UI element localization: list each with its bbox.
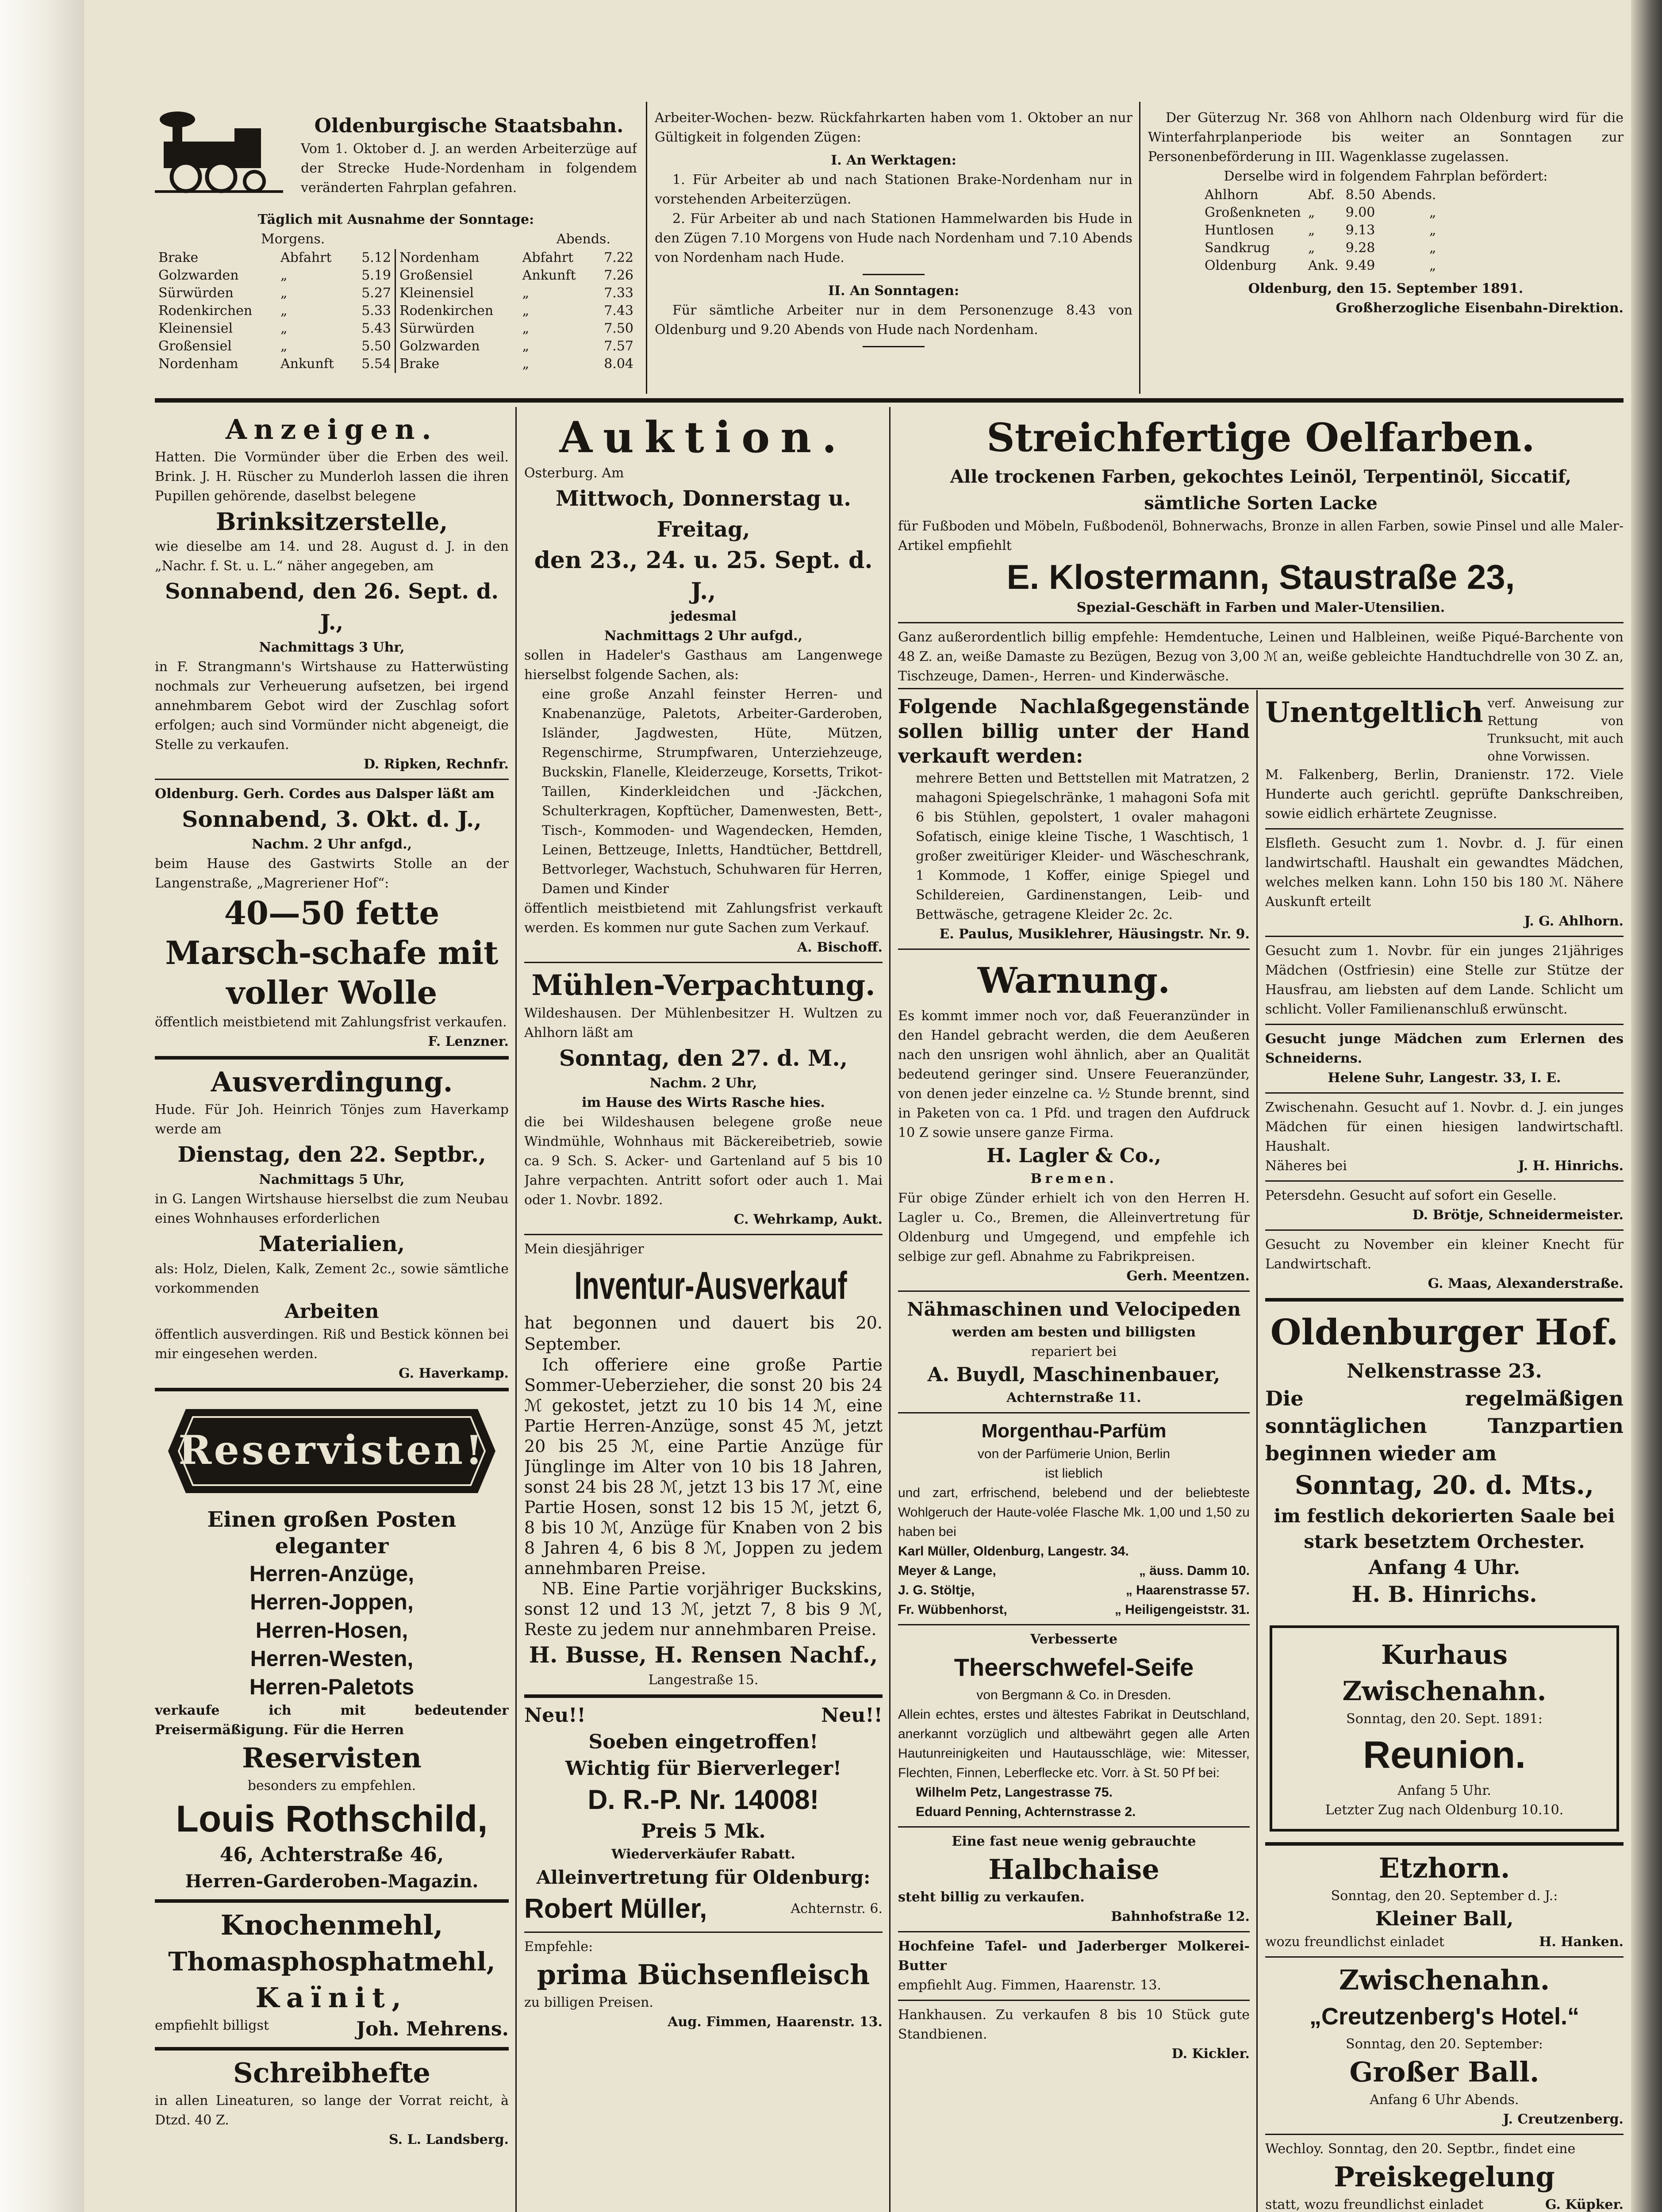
page-content: [155, 102, 1624, 2212]
lagler-text: Für obige Zünder erhielt ich von den Herren H. Lagler u. Co., Bremen, die Alleinvertretung für Oldenburg und Umgegend, und empfehle ich selbige zur gefl. Abnahme zu Fabrikpreisen.: [898, 1190, 1250, 1264]
timetable-row-cell: „: [280, 321, 288, 336]
warnung-title: Warnung.: [977, 960, 1171, 1001]
falkenberg: M. Falkenberg, Berlin, Dranienstr. 172. Viele Hunderte auch gerichtl. geprüfte Dankschreiben, sowie eidlich erhärtete Zeugnisse.: [1265, 767, 1624, 822]
naehmaschinen: Nähmaschinen und Velocipeden: [907, 1298, 1241, 1320]
rothschild-addr: 46, Achterstraße 46,: [219, 1843, 444, 1866]
timetable-row: [396, 338, 637, 355]
etzhorn-invite: wozu freundlichst einladet: [1265, 1934, 1444, 1950]
sonntage-text: Für sämtliche Arbeiter nur in dem Personenzuge 8.43 von Oldenburg und 9.20 Abends von Hude nach Nordenham.: [655, 303, 1132, 338]
ost-text2: sollen in Hadeler's Gasthaus am Langenwege hierselbst folgende Sachen, als:: [524, 648, 883, 683]
muehlen-place: im Hause des Wirts Rasche hies.: [582, 1095, 825, 1110]
busse-addr: Langestraße 15.: [648, 1672, 759, 1688]
meentzen: Gerh. Meentzen.: [1126, 1268, 1250, 1284]
parfum-dealer-text: „ Haarenstrasse 57.: [1125, 1583, 1250, 1598]
ausverd-text4: öffentlich ausverdingen. Riß und Bestick können bei mir eingesehen werden.: [155, 1327, 509, 1362]
theerseife: Theerschwefel-Seife: [954, 1653, 1194, 1681]
repariert: repariert bei: [1031, 1344, 1117, 1359]
petersdehn: Petersdehn. Gesucht auf sofort ein Geselle.: [1265, 1188, 1557, 1203]
page-edge-shadow: [1631, 0, 1662, 2212]
hank-text: Hankhausen. Zu verkaufen 8 bis 10 Stück gute Standbienen.: [898, 2007, 1250, 2042]
ausverd-time: Nachmittags 5 Uhr,: [259, 1172, 405, 1187]
hof-text: Die regelmäßigen sonntäglichen Tanzpartien beginnen wieder am: [1265, 1386, 1624, 1465]
garment-item: Herren-Anzüge,: [249, 1561, 415, 1586]
wechloy-text2: statt, wozu freundlichst einladet: [1265, 2197, 1484, 2212]
theer-dealers: [898, 1783, 1250, 1822]
etzhorn-date: Sonntag, den 20. September d. J.:: [1331, 1888, 1558, 1904]
parfum-sub: von der Parfümerie Union, Berlin: [977, 1447, 1171, 1461]
timetable-row-cell: „: [280, 285, 288, 301]
hof-text2: im festlich dekorierten Saale bei stark besetztem Orchester.: [1274, 1505, 1615, 1552]
morning-label: Morgens.: [261, 231, 325, 247]
timetable-row-cell: Abfahrt: [522, 250, 574, 265]
inventur-text: hat begonnen und dauert bis 20. September.: [524, 1313, 883, 1354]
timetable-row-cell: Sürwürden: [399, 321, 475, 336]
timetable-row: [396, 320, 637, 338]
timetable-row-cell: 5.12: [361, 250, 391, 265]
ahlhorn-row-cell: „: [1429, 205, 1436, 220]
theer-text: Allein echtes, erstes und ältestes Fabrikat in Deutschland, anerkannt vorzüglich und altbewährt gegen alle Arten Hautunreinigkeiten und Hautausschläge, wie: Mitesser, Flechten, Finnen, Leberflecke etc. Vorr. à St. 50 Pf bei:: [898, 1707, 1250, 1780]
brink-text2: in F. Strangmann's Wirtshause zu Hatterwüsting nochmals zur Verheuerung aufsetzen, bei irgend annehmbarem Gebot wird der Zuschlag sofort erfolgen; auch sind Vormünder nicht abgeneigt, die Stelle zu verkaufen.: [155, 659, 509, 753]
muehlen-title: Mühlen-Verpachtung.: [531, 969, 875, 1002]
parfum-sub2: ist lieblich: [1045, 1466, 1103, 1481]
garments-text: verkaufe ich mit bedeutender Preisermäßigung. Für die Herren: [155, 1703, 509, 1738]
oelfarben-sub1: Alle trockenen Farben, gekochtes Leinöl, Terpentinöl, Siccatif,: [950, 466, 1572, 487]
halb-pre: Eine fast neue wenig gebrauchte: [952, 1834, 1196, 1849]
timetable-row-cell: Rodenkirchen: [399, 303, 494, 319]
halb-addr: Bahnhofstraße 12.: [1111, 1909, 1250, 1924]
soeben: Soeben eingetroffen!: [588, 1731, 818, 1753]
timetable-row-cell: „: [522, 321, 530, 336]
theer-dealer: Eduard Penning, Achternstrasse 2.: [916, 1805, 1136, 1819]
buydl: A. Buydl, Maschinenbauer,: [927, 1363, 1221, 1386]
timetable-row-cell: Kleinensiel: [399, 285, 474, 301]
parfum-dealer-text: „ äuss. Damm 10.: [1139, 1563, 1250, 1578]
ahlhorn-row-cell: Oldenburg: [1205, 258, 1277, 273]
hoch-sign: empfiehlt Aug. Fimmen, Haarenstr. 13.: [898, 1978, 1162, 1993]
parfum-dealer-text: „ Heiligengeiststr. 31.: [1114, 1602, 1250, 1617]
cordes-time: Nachm. 2 Uhr anfgd.,: [251, 837, 412, 852]
fimmen: Aug. Fimmen, Haarenstr. 13.: [668, 2014, 883, 2030]
zwischenahn-2: Zwischenahn.: [1339, 1964, 1550, 1996]
binding-margin: [0, 0, 84, 2212]
garment-item: Herren-Hosen,: [255, 1618, 408, 1643]
neu-left: Neu!!: [524, 1704, 586, 1727]
thomasmehl: Thomasphosphatmehl,: [168, 1947, 495, 1977]
brink-date: Sonnabend, den 26. Sept. d. J.,: [165, 579, 499, 635]
anzeigen-heading: Anzeigen.: [225, 413, 438, 445]
garment-item: Herren-Paletots: [249, 1674, 415, 1699]
ausverd-text2: in G. Langen Wirtshause hierselbst die zum Neubau eines Wohnhauses erforderlichen: [155, 1191, 509, 1226]
parfum-title: Morgenthau-Parfüm: [981, 1420, 1167, 1442]
naeh-sub: werden am besten und billigsten: [952, 1325, 1196, 1340]
gesucht-1: Gesucht zum 1. Novbr. für ein junges 21jähriges Mädchen (Ostfriesin) eine Stelle zur Stütze der Hausfrau, am liebsten auf dem Lande. Schlicht um schlicht. Voller Familienanschluß erwünscht.: [1265, 943, 1624, 1017]
ahlhorn-row: [1201, 239, 1439, 257]
divider: [646, 102, 647, 394]
section-rule: [898, 688, 1624, 689]
warnung-text: Es kommt immer noch vor, daß Feueranzünder in den Handel gebracht werden, die dem Aeußeren nach den unsrigen wohl ähnlich, aber an Qualität bedeutend geringer sind. Unsere Feueranzünder, von denen jeder einzelne ca. ½ Stunde brennt, sind in Paketen von ca. 1 Pfd. und tragen den Aufdruck 10 Z sowie unsere ganze Firma.: [898, 1008, 1250, 1141]
ausverd-date: Dienstag, den 22. Septbr.,: [177, 1142, 486, 1167]
parfum-text: und zart, erfrischend, belebend und der beliebteste Wohlgeruch der Haute-volée Flasche Mk. 1,00 und 1,50 zu haben bei: [898, 1486, 1250, 1539]
cordes-date: Sonnabend, 3. Okt. d. J.,: [182, 806, 482, 832]
gesucht-2: Gesucht junge Mädchen zum Erlernen des Schneiderns.: [1265, 1031, 1624, 1066]
timetable-row-cell: Nordenham: [399, 250, 480, 265]
kurhaus-time: Anfang 5 Uhr.: [1397, 1783, 1491, 1798]
recommend: besonders zu empfehlen.: [247, 1778, 416, 1793]
timetable-row-cell: 8.04: [604, 356, 633, 372]
knochenmehl: Knochenmehl,: [220, 1909, 443, 1941]
ahlhorn-row-cell: „: [1308, 205, 1315, 220]
preis: Preis 5 Mk.: [641, 1820, 766, 1843]
timetable-row: [396, 355, 637, 373]
allein: Alleinvertretung für Oldenburg:: [536, 1866, 871, 1888]
creutzenberg-hotel: „Creutzenberg's Hotel.“: [1309, 2003, 1579, 2030]
timetable-row-cell: Rodenkirchen: [158, 303, 253, 319]
timetable-row-cell: Kleinensiel: [158, 321, 233, 336]
materialien: Materialien,: [258, 1232, 405, 1256]
hof-time: Anfang 4 Uhr.: [1368, 1556, 1520, 1579]
nachlass-text: mehrere Betten und Bettstellen mit Matratzen, 2 mahagoni Spiegelschränke, 1 mahagoni Sofa mit 6 bis Stühlen, gepolstert, 1 ovaler mahagoni Sofatisch, einige kleine Tische, 1 Waschtisch, 1 großer zweitüriger Kleider- und Wäscheschrank, 1 Kommode, 1 Koffer, einige Spiegel und Schildereien, Gardinenstangen, Leib- und Bettwäsche, getragene Kleider 2c. 2c.: [916, 771, 1250, 922]
nachlass-title: Folgende Nachlaßgegenstände sollen billig unter der Hand verkauft werden:: [898, 695, 1250, 768]
timetable-row: [155, 338, 395, 355]
mehrens: Joh. Mehrens.: [356, 2018, 509, 2040]
timetable-row-cell: Golzwarden: [399, 338, 480, 354]
brink-sign: D. Ripken, Rechnfr.: [363, 757, 509, 772]
ahlhorn-row-cell: 9.00: [1345, 205, 1375, 220]
reservisten-banner: [168, 1409, 495, 1493]
creutz-time: Anfang 6 Uhr Abends.: [1370, 2092, 1519, 2108]
worker-ticket-notice: [655, 108, 1132, 392]
halb-text: steht billig zu verkaufen.: [898, 1889, 1085, 1905]
ost-text3: öffentlich meistbietend mit Zahlungsfrist verkauft werden. Es kommen nur gute Sachen zum Verkauf.: [524, 901, 883, 936]
schreibhefte: Schreibhefte: [233, 2057, 430, 2089]
halbchaise: Halbchaise: [988, 1853, 1159, 1886]
kainit: Kaïnit,: [255, 1982, 408, 2014]
zwischenahn-1: Zwischenahn. Gesucht auf 1. Novbr. d. J. ein junges Mädchen für einen hiesigen landwirtschaftl. Haushalt.: [1265, 1100, 1624, 1154]
ahlhorn-row-cell: „: [1429, 258, 1436, 273]
ahlhorn-row-cell: Ank.: [1308, 258, 1339, 273]
cordes-text2: beim Hause des Gastwirts Stolle an der Langenstraße, „Magreriener Hof“:: [155, 856, 509, 891]
inventur-nb: NB. Eine Partie vorjähriger Buckskins, sonst 12 und 13 ℳ, jetzt 7, 8 bis 9 ℳ, Reste zu jedem nur annehmbaren Preise.: [524, 1579, 883, 1639]
unentgeltlich: Unentgeltlich: [1265, 696, 1483, 729]
rothschild-shop: Herren-Garderoben-Magazin.: [185, 1871, 479, 1892]
locomotive-icon: [155, 111, 288, 195]
column-2: [524, 411, 883, 2212]
muehlen-text: Wildeshausen. Der Mühlenbesitzer H. Wultzen zu Ahlhorn läßt am: [524, 1006, 883, 1041]
divider: [889, 407, 890, 2212]
rail-title: Oldenburgische Staatsbahn.: [314, 115, 624, 137]
reunion: Reunion.: [1363, 1734, 1526, 1776]
timetable-row-cell: 5.33: [361, 303, 391, 319]
rail-intro: Vom 1. Oktober d. J. an werden Arbeiterzüge auf der Strecke Hude-Nordenham in folgendem veränderten Fahrplan gefahren.: [301, 141, 637, 196]
ahlhorn-row: [1201, 222, 1439, 239]
garment-item: Herren-Westen,: [250, 1646, 414, 1671]
mueller: Robert Müller,: [524, 1893, 707, 1924]
ahlhorn-row-cell: „: [1308, 240, 1315, 256]
harmes-text: Ganz außerordentlich billig empfehle: Hemdentuche, Leinen und Halbleinen, weiße Piqué-Barchente von 48 Z. an, weiße Damaste zu Bezügen, Bezug von 3,00 ℳ an, weiße gebleichte Handtuchdrelle von 30 Z. an, Tischzeuge, Damen-, Herren- und Kinderwäsche.: [898, 630, 1624, 684]
mueller-addr: Achternstr. 6.: [791, 1901, 883, 1916]
section-rule: [155, 398, 1624, 403]
buechsenfleisch: prima Büchsenfleisch: [537, 1959, 870, 1991]
werktage-1: 1. Für Arbeiter ab und nach Stationen Brake-Nordenham nur in vorstehenden Arbeiterzügen.: [655, 172, 1132, 207]
timetable-row-cell: 7.57: [604, 338, 633, 354]
bremen: Bremen.: [1030, 1171, 1117, 1187]
elsfleth: Elsfleth. Gesucht zum 1. Novbr. d. J. für einen landwirtschaftl. Haushalt ein gewandtes Mädchen, welches melken kann. Lohn 150 bis 180 ℳ. Nähere Auskunft erteilt: [1265, 836, 1624, 910]
timetable-row: [396, 284, 637, 302]
maas: G. Maas, Alexanderstraße.: [1428, 1276, 1624, 1291]
knecht: Gesucht zu November ein kleiner Knecht für Landwirtschaft.: [1265, 1237, 1624, 1272]
hank-sign: D. Kickler.: [1171, 2046, 1250, 2062]
parfum-dealer: [898, 1581, 1250, 1600]
hoch-text: Hochfeine Tafel- und Jaderberger Molkerei-Butter: [898, 1939, 1250, 1974]
schreib-sign: S. L. Landsberg.: [389, 2132, 509, 2147]
ahlhorn-row-cell: „: [1308, 223, 1315, 238]
drp-number: D. R.-P. Nr. 14008!: [587, 1785, 819, 1815]
timetable-row: [155, 355, 395, 373]
ahlhorn-row-cell: Huntlosen: [1205, 223, 1274, 238]
inventur-title: Inventur-Ausverkauf: [574, 1263, 847, 1307]
suhr: Helene Suhr, Langestr. 33, I. E.: [1328, 1070, 1561, 1086]
kurhaus-last: Letzter Zug nach Oldenburg 10.10.: [1325, 1802, 1564, 1818]
etzhorn: Etzhorn.: [1378, 1852, 1510, 1884]
right-sign: Großherzogliche Eisenbahn-Direktion.: [1336, 300, 1624, 316]
timetable-row-cell: 5.27: [361, 285, 391, 301]
daily-heading: Täglich mit Ausnahme der Sonntage:: [257, 212, 534, 227]
ahlhorn-row: [1201, 186, 1439, 204]
parfum-dealers: [898, 1542, 1250, 1620]
ahlhorn-row-cell: Sandkrug: [1205, 240, 1270, 256]
ahlhorn-row-cell: Großenkneten: [1205, 205, 1301, 220]
ahlhorn-row-cell: 9.28: [1345, 240, 1375, 256]
ahlhorn-row-cell: Ahlhorn: [1205, 187, 1259, 203]
ahlhorn-row-cell: „: [1429, 223, 1436, 238]
oelfarben-ad: [898, 411, 1624, 686]
timetable-row-cell: Abfahrt: [280, 250, 332, 265]
column-4: [1265, 695, 1624, 2212]
hinrichs-1: J. H. Hinrichs.: [1518, 1158, 1624, 1174]
muehlen-date: Sonntag, den 27. d. M.,: [559, 1045, 848, 1071]
hof-addr: Nelkenstrasse 23.: [1347, 1360, 1542, 1382]
kurhaus: Kurhaus Zwischenahn.: [1342, 1640, 1547, 1707]
creutz-date: Sonntag, den 20. September:: [1346, 2036, 1543, 2052]
empfehle: Empfehle:: [524, 1939, 593, 1955]
timetable-row-cell: „: [522, 338, 530, 354]
arbeiten: Arbeiten: [284, 1300, 379, 1323]
grosser-ball: Großer Ball.: [1349, 2056, 1539, 2088]
timetable-row-cell: 7.50: [604, 321, 633, 336]
timetable-row-cell: 7.43: [604, 303, 633, 319]
werktage-2: 2. Für Arbeiter ab und nach Stationen Hammelwarden bis Hude in den Zügen 7.10 Morgens von Hude nach Nordenham und 7.10 Abends von Nordenham nach Hude.: [655, 211, 1132, 265]
right-date: Oldenburg, den 15. September 1891.: [1248, 281, 1524, 296]
kurhaus-box: [1270, 1625, 1619, 1832]
kleiner-ball: Kleiner Ball,: [1375, 1908, 1514, 1930]
timetable-row-cell: 7.22: [604, 250, 633, 265]
timetable-row-cell: Großensiel: [158, 338, 232, 354]
garment-item: Herren-Joppen,: [250, 1590, 414, 1614]
oldenburger-hof: Oldenburger Hof.: [1270, 1311, 1619, 1353]
jedesmal: jedesmal: [670, 609, 737, 624]
ausverd-sign: G. Haverkamp.: [399, 1366, 509, 1381]
schafe-title: 40—50 fette Marsch-schafe mit voller Wolle: [165, 894, 499, 1011]
parfum-dealer: [898, 1600, 1250, 1620]
timetable-row-cell: Brake: [399, 356, 440, 372]
kurhaus-date: Sonntag, den 20. Sept. 1891:: [1346, 1711, 1543, 1727]
timetable-row-cell: 5.43: [361, 321, 391, 336]
timetable-left: [155, 249, 396, 373]
unent-text: verf. Anweisung zur Rettung von Trunksucht, mit auch ohne Vorwissen.: [1487, 696, 1624, 764]
hof-sign: H. B. Hinrichs.: [1351, 1581, 1537, 1607]
railway-notice: [155, 102, 637, 394]
hinrichs-pre: Näheres bei: [1265, 1158, 1347, 1174]
ahlhorn-row: [1201, 204, 1439, 222]
timetable-row: [396, 302, 637, 320]
brink-text: wie dieselbe am 14. und 28. August d. J. in den „Nachr. f. St. u. L.“ näher angegeben, am: [155, 539, 509, 574]
freight-train-notice: [1148, 108, 1624, 392]
evening-label: Abends.: [556, 231, 610, 247]
cordes-text: Oldenburg. Gerh. Cordes aus Dalsper läßt am: [155, 786, 495, 802]
inventur-body: Ich offeriere eine große Partie Sommer-Ueberzieher, die sonst 20 bis 24 ℳ gekostet, jetzt zu 10 bis 14 ℳ, eine Partie Herren-Anzüge, sonst 45 ℳ, jetzt 20 bis 25 ℳ, eine Partie Anzüge für Jünglinge im Alter von 10 bis 18 Jahren, sonst 24 bis 28 ℳ, jetzt 13 bis 17 ℳ, eine Partie Hosen, sonst 12 bis 15 ℳ, jetzt 6, 8 bis 10 ℳ, Anzüge für Knaben von 2 bis 8 Jahren 4, 6 bis 8 ℳ, Joppen zu jedem annehmbaren Preise.: [524, 1355, 883, 1578]
ahlhorn-row-cell: 8.50: [1345, 187, 1375, 203]
ost-text: Osterburg. Am: [524, 465, 624, 481]
ost-sign: A. Bischoff.: [797, 940, 883, 955]
parfum-dealer-text: J. G. Stöltje,: [898, 1583, 975, 1598]
ausverd-text: Hude. Für Joh. Heinrich Tönjes zum Haverkamp werde am: [155, 1102, 509, 1137]
timetable-row-cell: „: [280, 303, 288, 319]
timetable-row-cell: Großensiel: [399, 268, 473, 283]
schafe-text: öffentlich meistbietend mit Zahlungsfrist verkaufen.: [155, 1014, 507, 1030]
ahlhorn-row-cell: Abends.: [1382, 187, 1436, 203]
right-intro: Der Güterzug Nr. 368 von Ahlhorn nach Oldenburg wird für die Winterfahrplanperiode bis weiter an Sonntagen zur Personenbeförderung in III. Wagenklasse zugelassen.: [1148, 110, 1624, 165]
muehlen-time: Nachm. 2 Uhr,: [649, 1075, 757, 1091]
parfum-dealer-text: Meyer & Lange,: [898, 1563, 996, 1578]
timetable-row: [396, 267, 637, 284]
timetable-row-cell: „: [280, 338, 288, 354]
ausverd-title: Ausverdingung.: [211, 1066, 453, 1098]
busse: H. Busse, H. Rensen Nachf.,: [529, 1642, 878, 1668]
posten-text: Einen großen Posten eleganter: [207, 1507, 457, 1559]
timetable-row: [155, 320, 395, 338]
garment-list: [155, 1559, 509, 1701]
timetable-row: [155, 284, 395, 302]
timetable-row-cell: „: [522, 356, 530, 372]
timetable-row: [155, 302, 395, 320]
nachlass-sign: E. Paulus, Musiklehrer, Häusingstr. Nr. 9.: [939, 926, 1250, 942]
ost-list: eine große Anzahl feinster Herren- und Knabenanzüge, Paletots, Arbeiter-Garderoben, Isländer, Jagdwesten, Hüte, Mützen, Regenschirme, Strumpfwaren, Unterziehzeuge, Buckskin, Flanelle, Kleiderzeuge, Korsetts, Trikot-Taillen, Kinderkleidchen und -Jäckchen, Schulterkragen, Kopftücher, Damenwesten, Bett-, Tisch-, Kommoden- und Wagendecken, Hemden, Leinen, Bettzeuge, Inletts, Handtücher, Bettdrell, Bettvorleger, Wachstuch, Schuhwaren für Herren, Damen und Kinder: [542, 687, 883, 897]
divider: [1256, 690, 1258, 2212]
parfum-dealer-text: Karl Müller, Oldenburg, Langestr. 34.: [898, 1544, 1129, 1559]
timetable-row-cell: Ankunft: [522, 268, 576, 283]
kuepker: G. Küpker.: [1545, 2197, 1624, 2212]
ahlhorn-row-cell: 9.49: [1345, 258, 1375, 273]
rothschild: Louis Rothschild,: [176, 1798, 488, 1839]
divider: [1139, 102, 1140, 394]
schreib-text: in allen Lineaturen, so lange der Vorrat reicht, à Dtzd. 40 Z.: [155, 2093, 509, 2128]
spezial: Spezial-Geschäft in Farben und Maler-Utensilien.: [1076, 600, 1445, 615]
muehlen-sign: C. Wehrkamp, Aukt.: [733, 1212, 883, 1227]
timetable-row-cell: Nordenham: [158, 356, 238, 372]
timetable-row-cell: „: [280, 268, 288, 283]
buechsen-text: zu billigen Preisen.: [524, 1995, 653, 2010]
timetable-row-cell: „: [522, 285, 530, 301]
ahlhorn-row-cell: „: [1429, 240, 1436, 256]
reservisten-2: Reservisten: [242, 1742, 422, 1774]
brink-time: Nachmittags 3 Uhr,: [259, 640, 405, 655]
sonntage-heading: II. An Sonntagen:: [828, 283, 960, 299]
oelfarben-sub2: sämtliche Sorten Lacke: [1144, 493, 1378, 514]
broetje: D. Brötje, Schneidermeister.: [1412, 1207, 1624, 1223]
parfum-dealer-text: Fr. Wübbenhorst,: [898, 1602, 1007, 1617]
timetable-row-cell: 5.19: [361, 268, 391, 283]
wechloy-text: Wechloy. Sonntag, den 20. Septbr., findet eine: [1265, 2141, 1576, 2157]
column-1: [155, 411, 509, 2212]
mid-intro: Arbeiter-Wochen- bezw. Rückfahrkarten haben vom 1. Oktober an nur Gültigkeit in folgenden Zügen:: [655, 110, 1132, 145]
timetable-row-cell: Sürwürden: [158, 285, 234, 301]
parfum-dealer: [898, 1561, 1250, 1581]
wichtig: Wichtig für Bierverleger!: [565, 1757, 842, 1780]
theer-from: von Bergmann & Co. in Dresden.: [976, 1688, 1171, 1702]
ost-time: Nachmittags 2 Uhr aufgd.,: [604, 628, 803, 644]
inventur-pre: Mein diesjähriger: [524, 1241, 644, 1257]
ahlhorn-row-cell: 9.13: [1345, 223, 1375, 238]
preiskegelung: Preiskegelung: [1334, 2161, 1555, 2193]
schafe-sign: F. Lenzner.: [428, 1034, 509, 1049]
parfum-dealer: [898, 1542, 1250, 1561]
column-3: [898, 695, 1250, 2212]
creutz-sign: J. Creutzenberg.: [1503, 2112, 1624, 2127]
auktion-heading: Auktion.: [559, 412, 848, 462]
elsfleth-sign: J. G. Ahlhorn.: [1524, 914, 1624, 929]
timetable-row: [396, 249, 637, 267]
muehlen-text2: die bei Wildeshausen belegene große neue Windmühle, Wohnhaus mit Bäckereibetrieb, sowie ca. 9 Sch. S. Acker- und Gartenland auf 5 bis 10 Jahre verpachten. Antritt sofort oder auch 1. Mai oder 1. Novbr. 1892.: [524, 1114, 883, 1208]
timetable-row-cell: 7.26: [604, 268, 633, 283]
neu-right: Neu!!: [821, 1704, 883, 1727]
timetable-right: [396, 249, 637, 373]
timetable-row-cell: „: [522, 303, 530, 319]
buydl-addr: Achternstraße 11.: [1006, 1390, 1141, 1406]
ost-dates: den 23., 24. u. 25. Sept. d. J.,: [534, 547, 873, 605]
timetable-row-cell: 5.54: [361, 356, 391, 372]
werktage-heading: I. An Werktagen:: [831, 153, 956, 168]
oelfarben-heading: Streichfertige Oelfarben.: [986, 415, 1535, 461]
klostermann: E. Klostermann, Staustraße 23,: [1006, 557, 1515, 596]
hatten-text: Hatten. Die Vormünder über die Erben des weil. Brink. J. H. Rüscher zu Munderloh lassen die ihren Pupillen gehörende, daselbst belegene: [155, 449, 509, 504]
timetable-row-cell: 5.50: [361, 338, 391, 354]
hanken: H. Hanken.: [1539, 1934, 1624, 1950]
timetable-row-cell: Golzwarden: [158, 268, 239, 283]
ausverd-text3: als: Holz, Dielen, Kalk, Zement 2c., sowie sämtliche vorkommenden: [155, 1261, 509, 1296]
timetable-row: [155, 249, 395, 267]
reservisten-title: Reservisten!: [178, 1427, 485, 1474]
right-sub: Derselbe wird in folgendem Fahrplan befördert:: [1224, 169, 1548, 184]
theer-dealer: Wilhelm Petz, Langestrasse 75.: [916, 1785, 1113, 1800]
lagler: H. Lagler & Co.,: [986, 1144, 1161, 1167]
divider: [515, 407, 517, 2212]
ahlhorn-row: [1201, 257, 1439, 275]
ost-days: Mittwoch, Donnerstag u. Freitag,: [555, 486, 852, 542]
ahlhorn-timetable: [1201, 186, 1439, 275]
hof-date: Sonntag, 20. d. Mts.,: [1294, 1470, 1594, 1500]
timetable-row-cell: Ankunft: [280, 356, 334, 372]
timetable-row-cell: Brake: [158, 250, 199, 265]
ahlhorn-row-cell: Abf.: [1308, 187, 1335, 203]
timetable-row-cell: 7.33: [604, 285, 633, 301]
verbessert: Verbesserte: [1030, 1632, 1118, 1647]
brink-title: Brinksitzerstelle,: [215, 507, 448, 536]
empfiehlt: empfiehlt billigst: [155, 2018, 269, 2033]
oelfarben-sub3: für Fußboden und Möbeln, Fußbodenöl, Bohnerwachs, Bronze in allen Farben, sowie Pinsel und alle Maler-Artikel empfiehlt: [898, 518, 1624, 553]
timetable-row: [155, 267, 395, 284]
rabatt: Wiederverkäufer Rabatt.: [611, 1847, 795, 1862]
